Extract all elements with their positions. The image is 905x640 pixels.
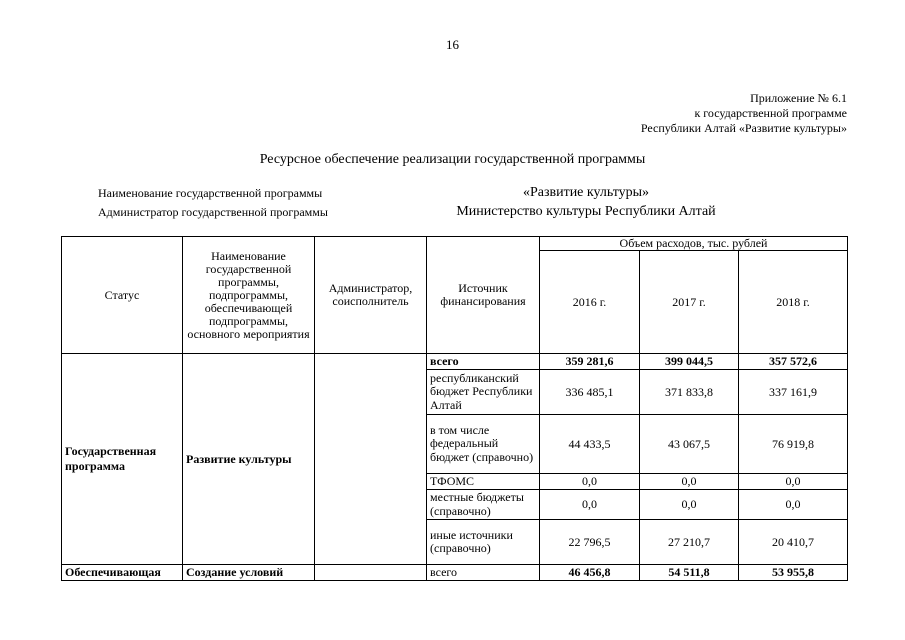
value-cell-2017: 43 067,5 bbox=[640, 415, 739, 474]
value-cell-2017: 54 511,8 bbox=[640, 565, 739, 581]
document-title: Ресурсное обеспечение реализации государственной программы bbox=[259, 152, 646, 167]
program-admin-value: Министерство культуры Республики Алтай bbox=[456, 204, 716, 219]
resource-table bbox=[61, 236, 848, 581]
header-year-2017: 2017 г. bbox=[640, 251, 739, 354]
source-cell: всего bbox=[427, 565, 540, 581]
header-year-2016: 2016 г. bbox=[540, 251, 640, 354]
source-cell: республиканский бюджет Республики Алтай bbox=[427, 370, 540, 415]
subprogram-admin-cell bbox=[315, 565, 427, 581]
value-cell-2018: 0,0 bbox=[739, 490, 848, 520]
value-cell-2016: 22 796,5 bbox=[540, 520, 640, 565]
value-cell-2018: 20 410,7 bbox=[739, 520, 848, 565]
source-cell: всего bbox=[427, 354, 540, 370]
header-year-2018: 2018 г. bbox=[739, 251, 848, 354]
subprogram-status-cell: Обеспечивающая bbox=[62, 565, 183, 581]
program-admin-cell bbox=[315, 354, 427, 565]
header-source: Источник финансирования bbox=[427, 237, 540, 354]
value-cell-2016: 44 433,5 bbox=[540, 415, 640, 474]
header-row-1 bbox=[62, 237, 848, 251]
source-cell: иные источники (справочно) bbox=[427, 520, 540, 565]
value-cell-2017: 371 833,8 bbox=[640, 370, 739, 415]
page-number: 16 bbox=[446, 37, 459, 52]
appendix-line-1: Приложение № 6.1 bbox=[750, 91, 847, 105]
value-cell-2016: 359 281,6 bbox=[540, 354, 640, 370]
program-name-label: Наименование государственной программы bbox=[98, 186, 323, 200]
value-cell-2016: 46 456,8 bbox=[540, 565, 640, 581]
value-cell-2018: 337 161,9 bbox=[739, 370, 848, 415]
value-cell-2016: 0,0 bbox=[540, 474, 640, 490]
source-cell: местные бюджеты (справочно) bbox=[427, 490, 540, 520]
value-cell-2018: 53 955,8 bbox=[739, 565, 848, 581]
program-name-value: «Развитие культуры» bbox=[522, 185, 650, 200]
table-row bbox=[62, 354, 848, 370]
source-cell: в том числе федеральный бюджет (справочно) bbox=[427, 415, 540, 474]
value-cell-2016: 336 485,1 bbox=[540, 370, 640, 415]
value-cell-2016: 0,0 bbox=[540, 490, 640, 520]
subprogram-name-cell: Создание условий bbox=[183, 565, 315, 581]
appendix-line-3: Республики Алтай «Развитие культуры» bbox=[640, 121, 847, 135]
value-cell-2017: 0,0 bbox=[640, 474, 739, 490]
value-cell-2017: 0,0 bbox=[640, 490, 739, 520]
header-admin: Администратор, соисполнитель bbox=[315, 237, 427, 354]
header-status: Статус bbox=[62, 237, 183, 354]
appendix-line-2: к государственной программе bbox=[694, 106, 847, 120]
source-cell: ТФОМС bbox=[427, 474, 540, 490]
program-status-cell: Государственная программа bbox=[62, 354, 183, 565]
header-name: Наименование государственной программы, подпрограммы, обеспечивающей подпрограммы, основного мероприятия bbox=[183, 237, 315, 354]
table-row bbox=[62, 565, 848, 581]
value-cell-2017: 399 044,5 bbox=[640, 354, 739, 370]
value-cell-2017: 27 210,7 bbox=[640, 520, 739, 565]
program-admin-label: Администратор государственной программы bbox=[98, 205, 328, 219]
value-cell-2018: 76 919,8 bbox=[739, 415, 848, 474]
program-name-cell: Развитие культуры bbox=[183, 354, 315, 565]
value-cell-2018: 357 572,6 bbox=[739, 354, 848, 370]
value-cell-2018: 0,0 bbox=[739, 474, 848, 490]
header-volume: Объем расходов, тыс. рублей bbox=[540, 237, 848, 251]
